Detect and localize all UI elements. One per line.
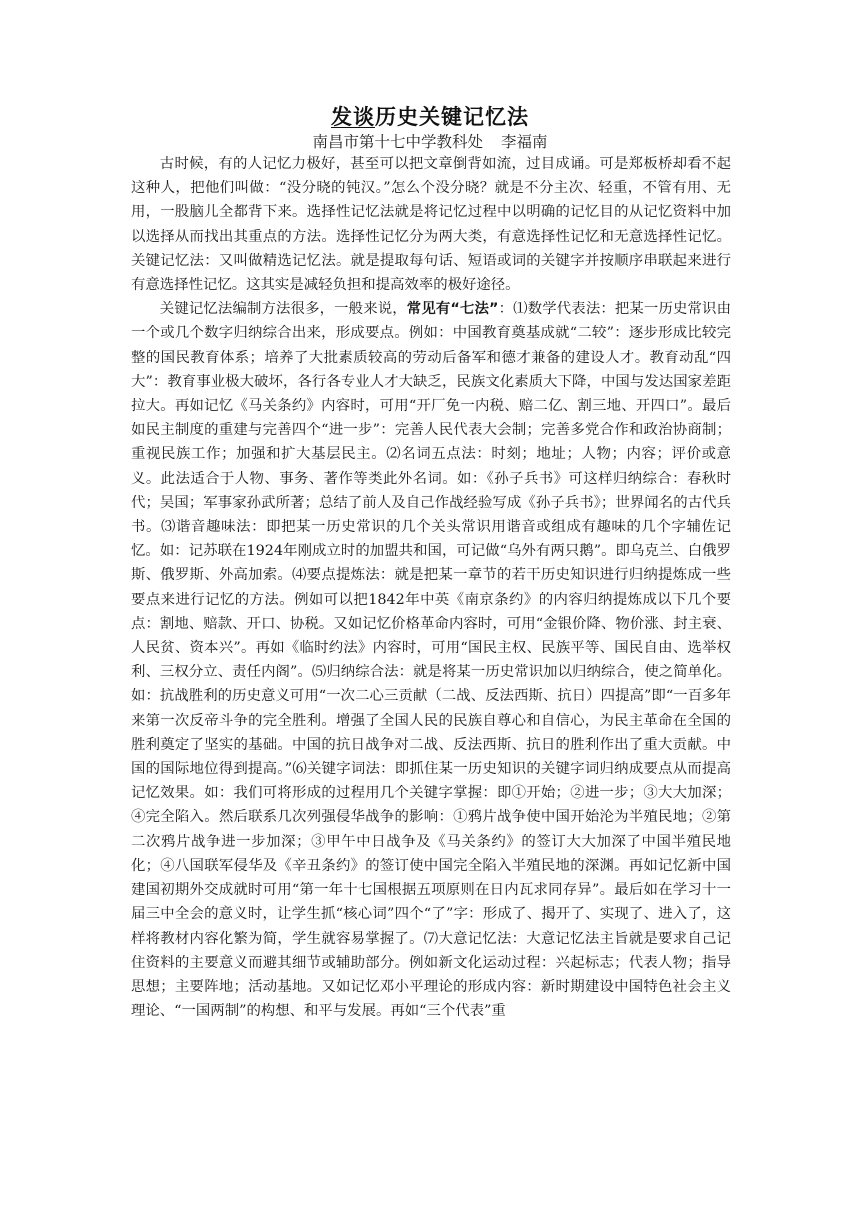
paragraph-intro: 古时候，有的人记忆力极好，甚至可以把文章倒背如流，过目成诵。可是郑板桥却看不起这种人，把他们叫做：“没分晓的钝汉。”怎么个没分晓？就是不分主次、轻重，不管有用、无用，一股脑儿全都背下来。选择性记忆法就是将记忆过程中以明确的记忆目的从记忆资料中加以选择从而找出其重点的方法。选择性记忆分为两大类，有意选择性记忆和无意选择性记忆。关键记忆法：又叫做精选记忆法。就是提取每句话、短语或词的关键字并按顺序串联起来进行有意选择性记忆。这其实是减轻负担和提高效率的极好途径。	[131, 156, 731, 294]
author-name: 李福南	[501, 133, 548, 151]
paragraph-seven-methods	[131, 297, 731, 1023]
author-organization: 南昌市第十七中学教科处	[312, 133, 483, 151]
title-underlined-part: 发谈	[331, 105, 375, 129]
paragraph-lead: 关键记忆法编制方法很多，一般来说，	[159, 301, 407, 318]
document-title	[0, 104, 860, 130]
paragraph-methods-text: ：⑴数学代表法：把某一历史常识由一个或几个数字归纳综合出来，形成要点。例如：中国教育奠基成就“二较”：逐步形成比较完整的国民教育体系；培养了大批素质较高的劳动后备军和德才兼备的建设人才。教育动乱“四大”：教育事业极大破坏，各行各专业人才大缺乏，民族文化素质大下降，中国与发达国家差距拉大。再如记忆《马关条约》内容时，可用“开厂免一内税、赔二亿、割三地、开四口”。最后如民主制度的重建与完善四个“进一步”：完善人民代表大会制；完善多党合作和政治协商制；重视民族工作；加强和扩大基层民主。⑵名词五点法：时刻；地址；人物；内容；评价或意义。此法适合于人物、事务、著作等类此外名词。如：《孙子兵书》可这样归纳综合：春秋时代；吴国；军事家孙武所著；总结了前人及自己作战经验写成《孙子兵书》；世界闻名的古代兵书。⑶谐音趣味法：即把某一历史常识的几个关头常识用谐音或组成有趣味的几个字辅佐记忆。如：记苏联在1924年刚成立时的加盟共和国，可记做“乌外有两只鹅”。即乌克兰、白俄罗斯、俄罗斯、外高加索。⑷要点提炼法：就是把某一章节的若干历史知识进行归纳提炼成一些要点来进行记忆的方法。例如可以把1842年中英《南京条约》的内容归纳提炼成以下几个要点：割地、赔款、开口、协税。又如记忆价格革命内容时，可用“金银价降、物价涨、封主衰、人民贫、资本兴”。再如《临时约法》内容时，可用“国民主权、民族平等、国民自由、选举权利、三权分立、责任内阁”。⑸归纳综合法：就是将某一历史常识加以归纳综合，使之简单化。如：抗战胜利的历史意义可用“一次二心三贡献（二战、反法西斯、抗日）四提高”即“一百多年来第一次反帝斗争的完全胜利。增强了全国人民的民族自尊心和自信心，为民主革命在全国的胜利奠定了坚实的基础。中国的抗日战争对二战、反法西斯、抗日的胜利作出了重大贡献。中国的国际地位得到提高。”⑹关键字词法：即抓住某一历史知识的关键字词归纳成要点从而提高记忆效果。如：我们可将形成的过程用几个关键字掌握：即①开始；②进一步；③大大加深；④完全陷入。然后联系几次列强侵华战争的影响：①鸦片战争使中国开始沦为半殖民地；②第二次鸦片战争进一步加深；③甲午中日战争及《马关条约》的签订大大加深了中国半殖民地化；④八国联军侵华及《辛丑条约》的签订使中国完全陷入半殖民地的深渊。再如记忆新中国建国初期外交成就时可用“第一年十七国根据五项原则在日内瓦求同存异”。最后如在学习十一届三中全会的意义时，让学生抓“核心词”四个“了”字：形成了、揭开了、实现了、进入了，这样将教材内容化繁为简，学生就容易掌握了。⑺大意记忆法：大意记忆法主旨就是要求自己记住资料的主要意义而避其细节或辅助部分。例如新文化运动过程：兴起标志；代表人物；指导思想；主要阵地；活动基地。又如记忆邓小平理论的形成内容：新时期建设中国特色社会主义理论、“一国两制”的构想、和平与发展。再如“三个代表”重	[131, 301, 731, 1020]
article-body	[131, 152, 731, 1023]
emphasis-seven-methods: 常见有“七法”	[406, 301, 499, 318]
author-byline	[0, 131, 860, 153]
title-main-part: 历史关键记忆法	[375, 105, 529, 129]
